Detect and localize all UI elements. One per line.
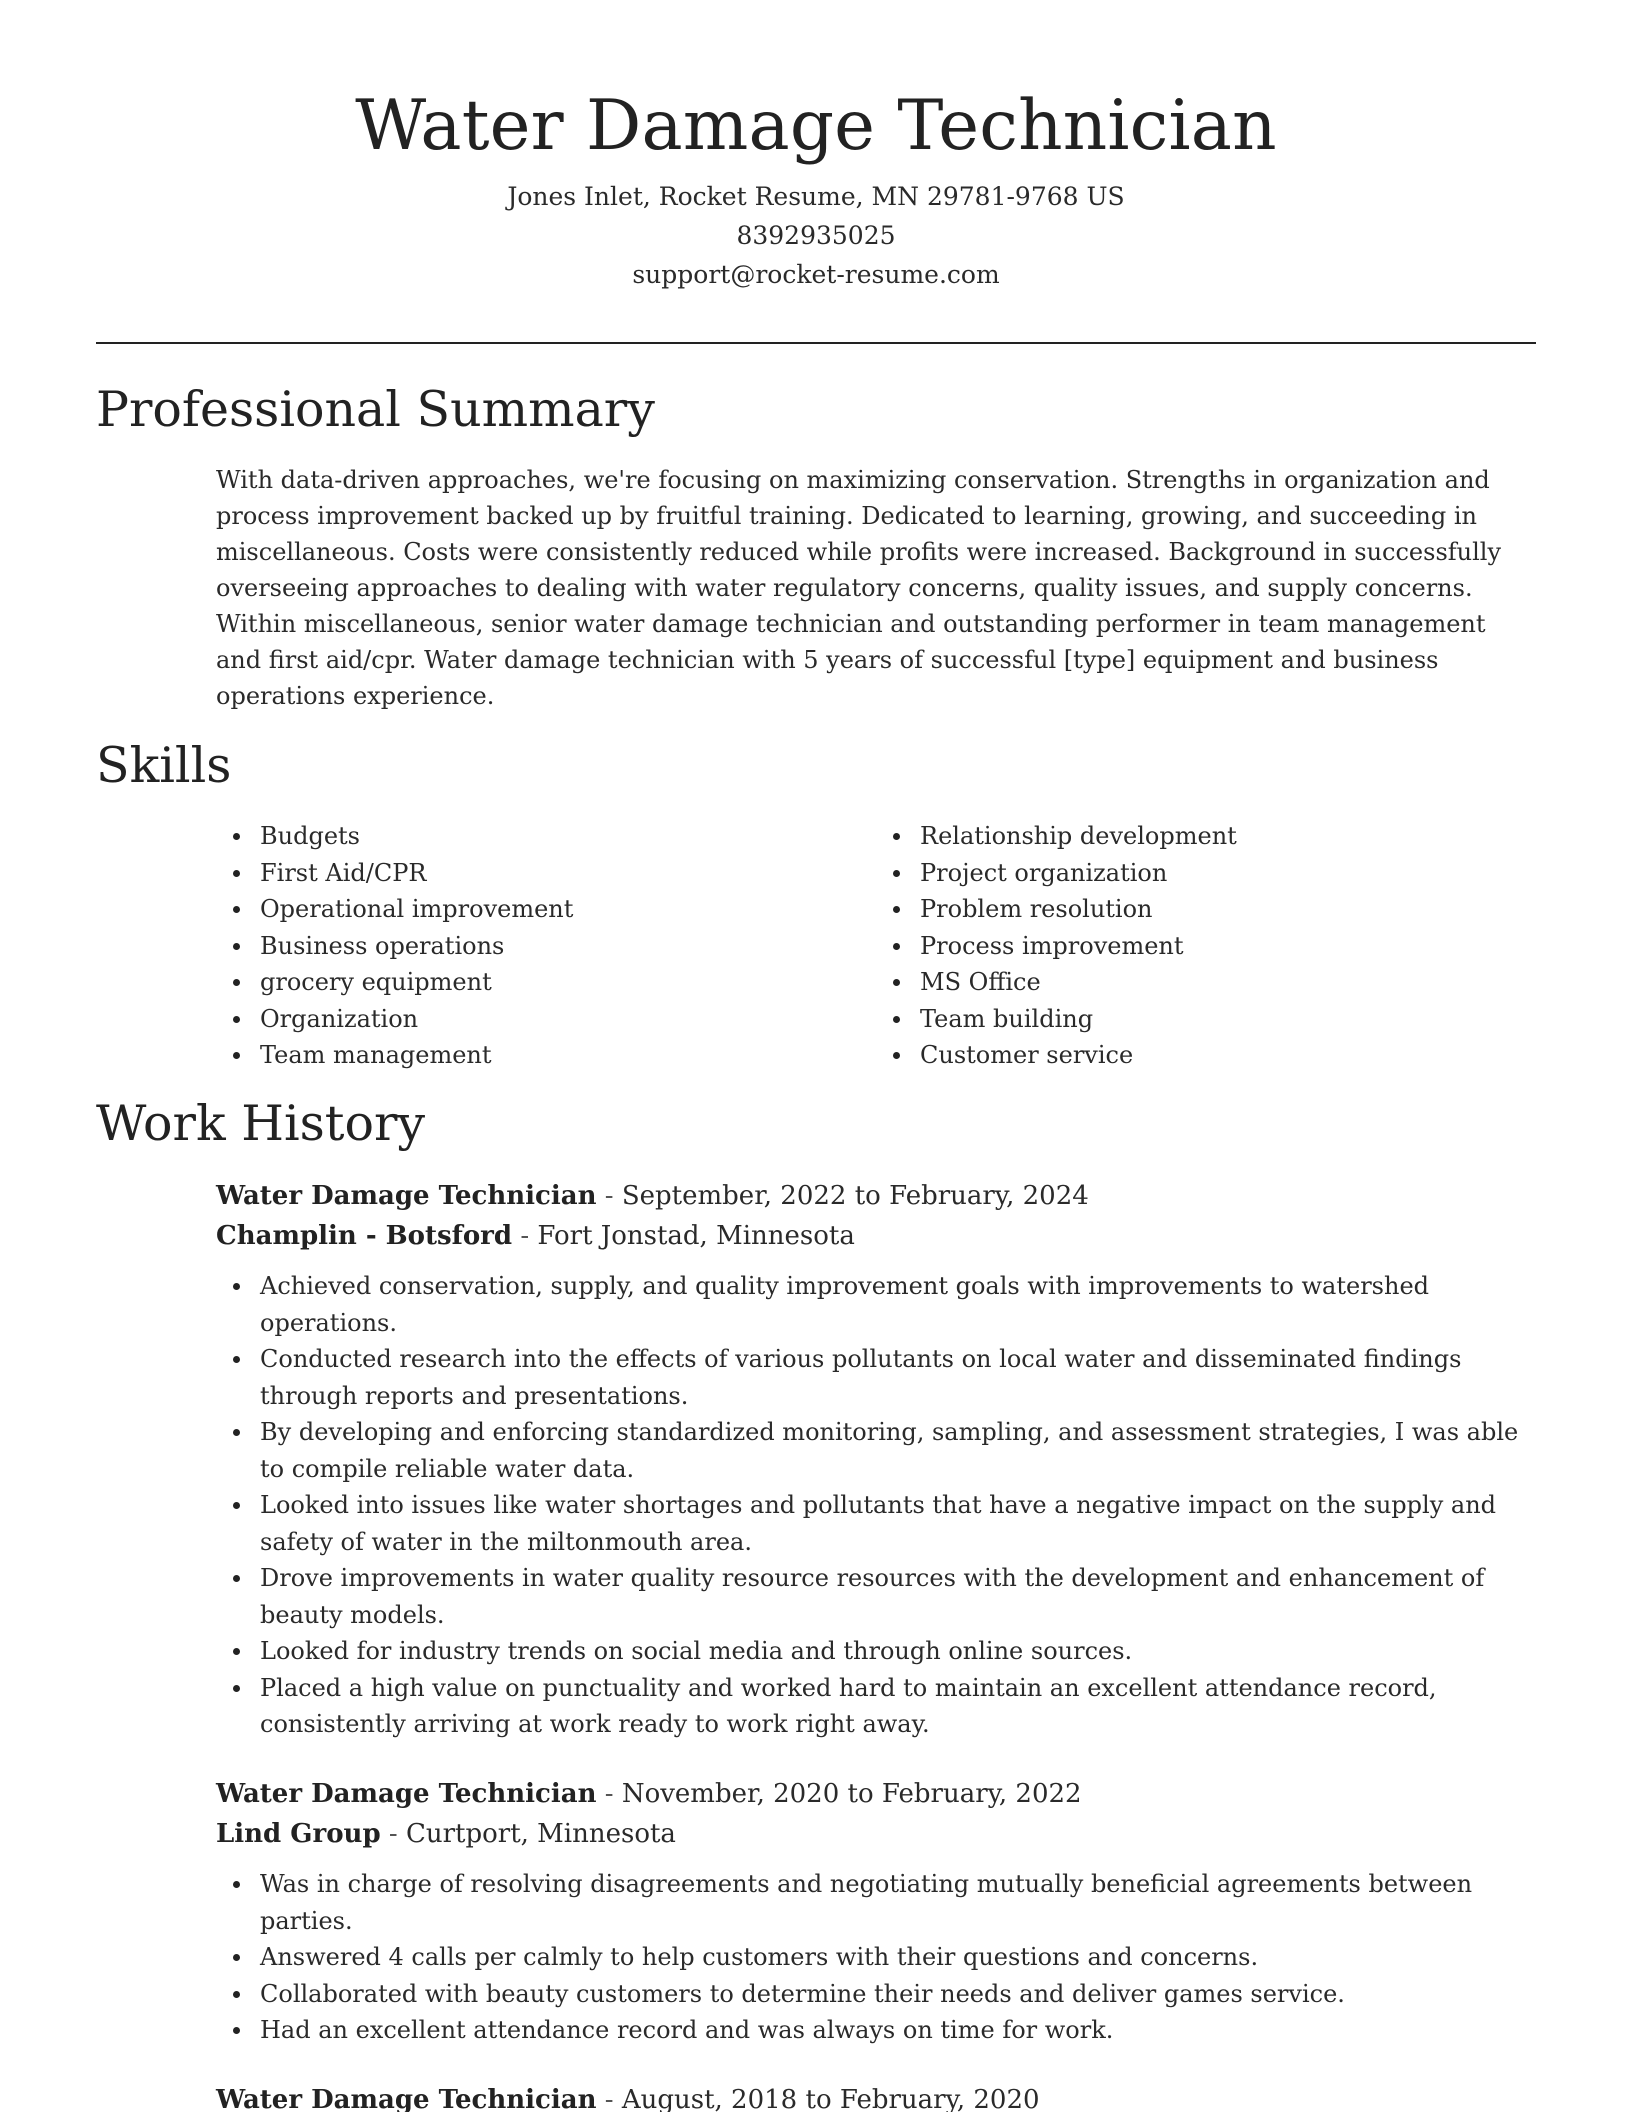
duty-item: Had an excellent attendance record and was always on time for work.: [260, 2012, 1536, 2049]
job-role: Water Damage Technician: [216, 1181, 597, 1211]
job-company: Lind Group: [216, 1819, 381, 1849]
job-duties: [216, 1866, 1536, 2049]
skill-item: Relationship development: [920, 818, 1536, 855]
job-dates: November, 2020 to February, 2022: [621, 1779, 1082, 1809]
duty-item: Collaborated with beauty customers to determine their needs and deliver games service.: [260, 1976, 1536, 2013]
duty-item: Answered 4 calls per calmly to help customers with their questions and concerns.: [260, 1939, 1536, 1976]
skill-item: Team building: [920, 1001, 1536, 1038]
job-company: Champlin - Botsford: [216, 1221, 513, 1251]
job-duties: [216, 1268, 1536, 1743]
skill-item: Problem resolution: [920, 891, 1536, 928]
job-role: Water Damage Technician: [216, 1779, 597, 1809]
skill-item: MS Office: [920, 964, 1536, 1001]
summary-heading: Professional Summary: [96, 381, 655, 438]
contact-email: support@rocket-resume.com: [632, 260, 1000, 289]
skill-item: Business operations: [260, 928, 876, 965]
skill-item: Budgets: [260, 818, 876, 855]
separator: -: [520, 1221, 530, 1251]
job-entry: [216, 1774, 1536, 2049]
duty-item: Drove improvements in water quality resource resources with the development and enhancement of beauty models.: [260, 1560, 1536, 1633]
candidate-name: Water Damage Technician: [355, 86, 1277, 166]
separator: -: [604, 2085, 614, 2112]
contact-address: Jones Inlet, Rocket Resume, MN 29781-9768 US: [507, 182, 1125, 211]
job-company-line: [216, 1216, 1536, 1256]
duty-item: Placed a high value on punctuality and worked hard to maintain an excellent attendance record, consistently arriving at work ready to work right away.: [260, 1670, 1536, 1743]
job-location: Curtport, Minnesota: [405, 1819, 676, 1849]
job-company-line: [216, 1814, 1536, 1854]
duty-item: Was in charge of resolving disagreements and negotiating mutually beneficial agreements between parties.: [260, 1866, 1536, 1939]
contact-phone: 8392935025: [736, 221, 896, 250]
duty-item: By developing and enforcing standardized monitoring, sampling, and assessment strategies, I was able to compile reliable water data.: [260, 1414, 1536, 1487]
skills-list: [216, 818, 1536, 1074]
job-role: Water Damage Technician: [216, 2085, 597, 2112]
job-title-line: [216, 2080, 1536, 2112]
skills-column-left: [216, 818, 876, 1074]
skill-item: Project organization: [920, 855, 1536, 892]
skill-item: Customer service: [920, 1037, 1536, 1074]
resume-header: [96, 78, 1536, 294]
separator: -: [388, 1819, 398, 1849]
work-history-heading: Work History: [96, 1095, 426, 1152]
duty-item: Conducted research into the effects of various pollutants on local water and disseminated findings through reports and presentations.: [260, 1341, 1536, 1414]
job-title-line: [216, 1774, 1536, 1814]
summary-text: With data-driven approaches, we're focusing on maximizing conservation. Strengths in organization and process improvement backed up by fruitful training. Dedicated to learning, growing, and succeeding in miscellaneous. Costs were consistently reduced while profits were increased. Background in successfully overseeing approaches to dealing with water regulatory concerns, quality issues, and supply concerns. Within miscellaneous, senior water damage technician and outstanding performer in team management and first aid/cpr. Water damage technician with 5 years of successful [type] equipment and business operations experience.: [216, 466, 1502, 710]
duty-item: Looked into issues like water shortages and pollutants that have a negative impact on the supply and safety of water in the miltonmouth area.: [260, 1487, 1536, 1560]
separator: -: [604, 1181, 614, 1211]
skill-item: Organization: [260, 1001, 876, 1038]
job-title-line: [216, 1176, 1536, 1216]
contact-info: [96, 177, 1536, 294]
duty-item: Achieved conservation, supply, and quality improvement goals with improvements to watershed operations.: [260, 1268, 1536, 1341]
job-entry: [216, 1176, 1536, 1743]
job-dates: August, 2018 to February, 2020: [621, 2085, 1040, 2112]
duty-item: Looked for industry trends on social media and through online sources.: [260, 1633, 1536, 1670]
separator: -: [604, 1779, 614, 1809]
skills-column-right: [876, 818, 1536, 1074]
job-entry: [216, 2080, 1536, 2112]
skill-item: Process improvement: [920, 928, 1536, 965]
skill-item: Team management: [260, 1037, 876, 1074]
job-dates: September, 2022 to February, 2024: [621, 1181, 1089, 1211]
skill-item: grocery equipment: [260, 964, 876, 1001]
job-location: Fort Jonstad, Minnesota: [537, 1221, 855, 1251]
header-divider: [96, 342, 1536, 344]
skill-item: Operational improvement: [260, 891, 876, 928]
skill-item: First Aid/CPR: [260, 855, 876, 892]
skills-heading: Skills: [96, 737, 232, 794]
